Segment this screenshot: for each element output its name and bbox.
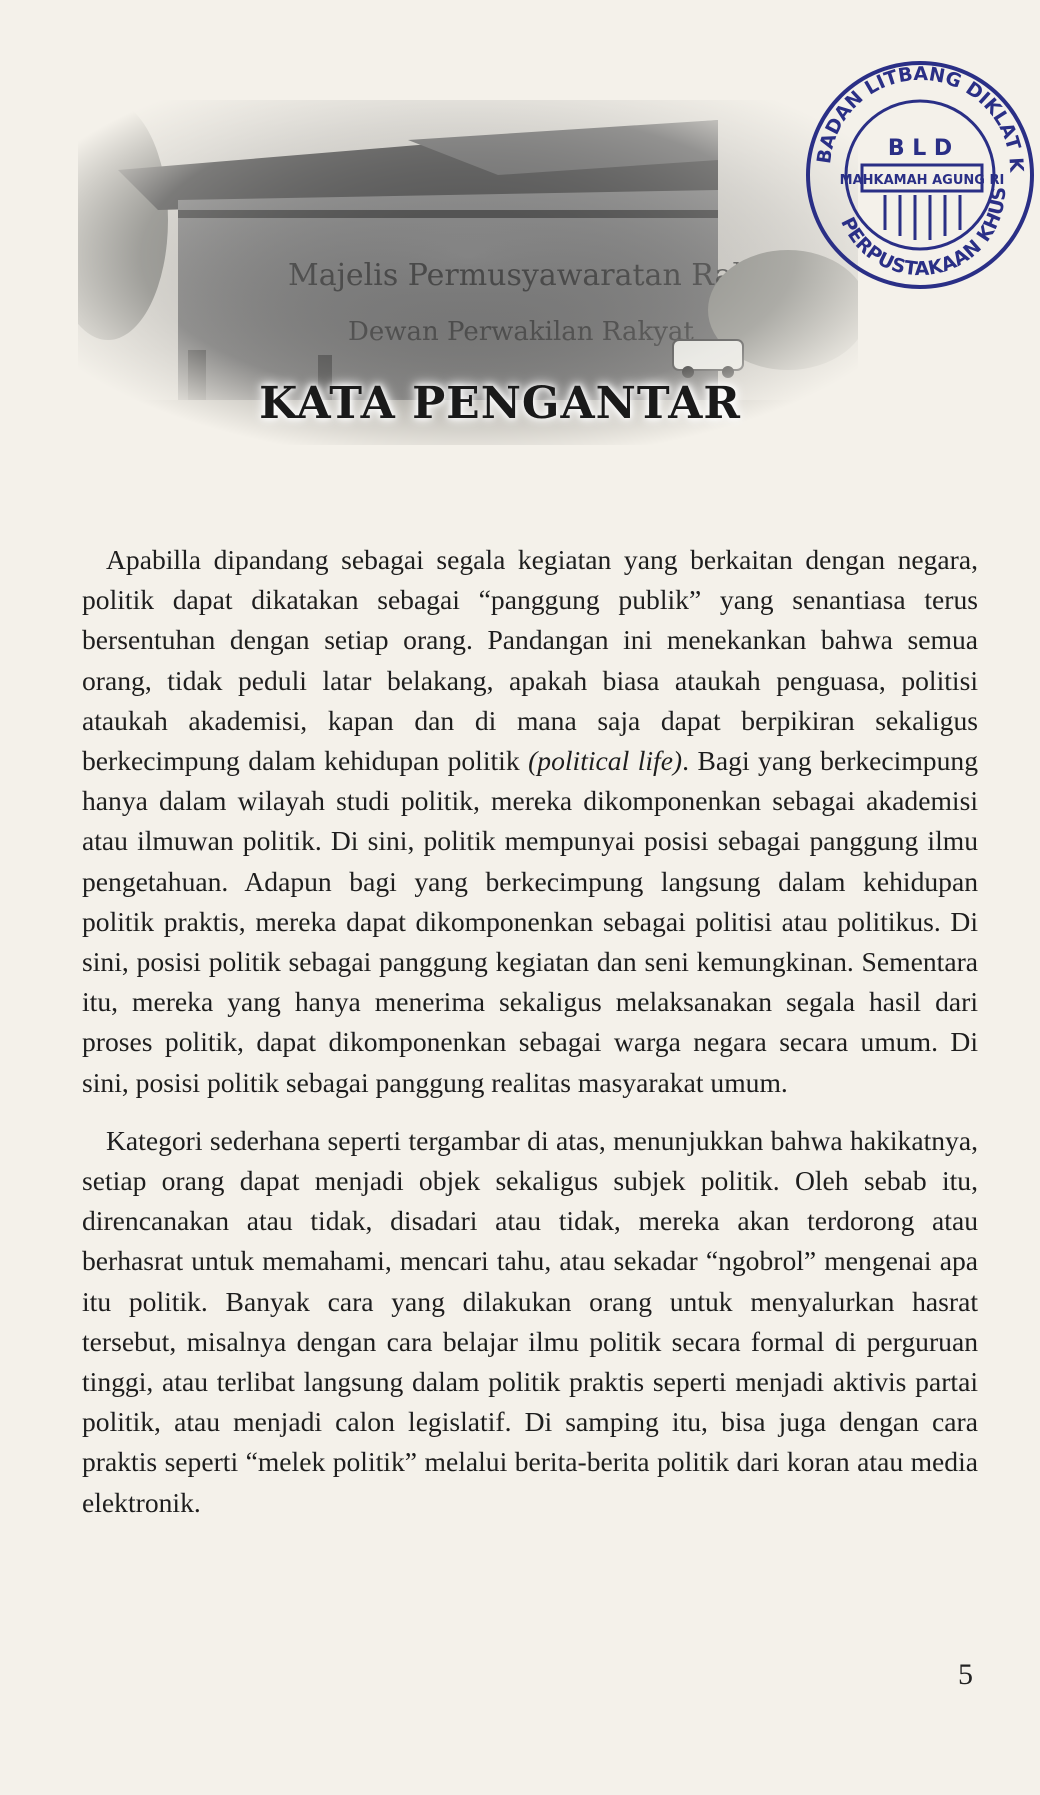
body-text [82,540,978,1523]
stamp-ring-top: BADAN LITBANG DIKLAT K [813,62,1028,173]
library-stamp [790,40,1040,290]
stamp-band-text: MAHKAMAH AGUNG RI [839,173,1005,188]
page-number: 5 [958,1658,973,1691]
stamp-ring-bottom: PERPUSTAKAAN KHUS [836,186,1011,281]
paragraph-1-text-b: . Bagi yang berkecimpung hanya dalam wilayah studi politik, mereka dikomponenkan sebagai akademisi atau ilmuwan politik. Di sini, politik mempunyai posisi sebagai panggung ilmu pengetahuan. Adapun bagi yang berkecimpung langsung dalam kehidupan politik praktis, mereka dapat dikomponenkan sebagai politisi atau politikus. Di sini, posisi politik sebagai panggung kegiatan dan seni kemungkinan. Sementara itu, mereka yang hanya menerima sekaligus melaksanakan segala hasil dari proses politik, dapat dikomponenkan sebagai warga negara secara umum. Di sini, posisi politik sebagai panggung realitas masyarakat umum. [82,745,978,1098]
stamp-seal-graphic [790,40,1040,290]
stamp-letters: B L D [887,136,953,161]
paragraph-1 [82,540,978,1103]
paragraph-2: Kategori sederhana seperti tergambar di atas, menunjukkan bahwa hakikatnya, setiap orang dapat menjadi objek sekaligus subjek politik. Oleh sebab itu, direncanakan atau tidak, disadari atau tidak, mereka akan terdorong atau berhasrat untuk memahami, mencari tahu, atau sekadar “ngobrol” mengenai apa itu politik. Banyak cara yang dilakukan orang untuk menyalurkan hasrat tersebut, misalnya dengan cara belajar ilmu politik secara formal di perguruan tinggi, atau terlibat langsung dalam politik praktis seperti menjadi aktivis partai politik, atau menjadi calon legislatif. Di samping itu, bisa juga dengan cara praktis seperti “melek politik” melalui berita-berita politik dari koran atau media elektronik. [82,1124,978,1518]
paragraph-1-text-a: Apabilla dipandang sebagai segala kegiatan yang berkaitan dengan negara, politik dapat dikatakan sebagai “panggung publik” yang senantiasa terus bersentuhan dengan setiap orang. Pandangan ini menekankan bahwa semua orang, tidak peduli latar belakang, apakah biasa ataukah penguasa, politisi ataukah akademisi, kapan dan di mana saja dapat berpikiran sekaligus berkecimpung dalam kehidupan politik [82,544,978,777]
paragraph-1-italic: (political life) [528,745,683,777]
chapter-title: KATA PENGANTAR [259,378,741,429]
